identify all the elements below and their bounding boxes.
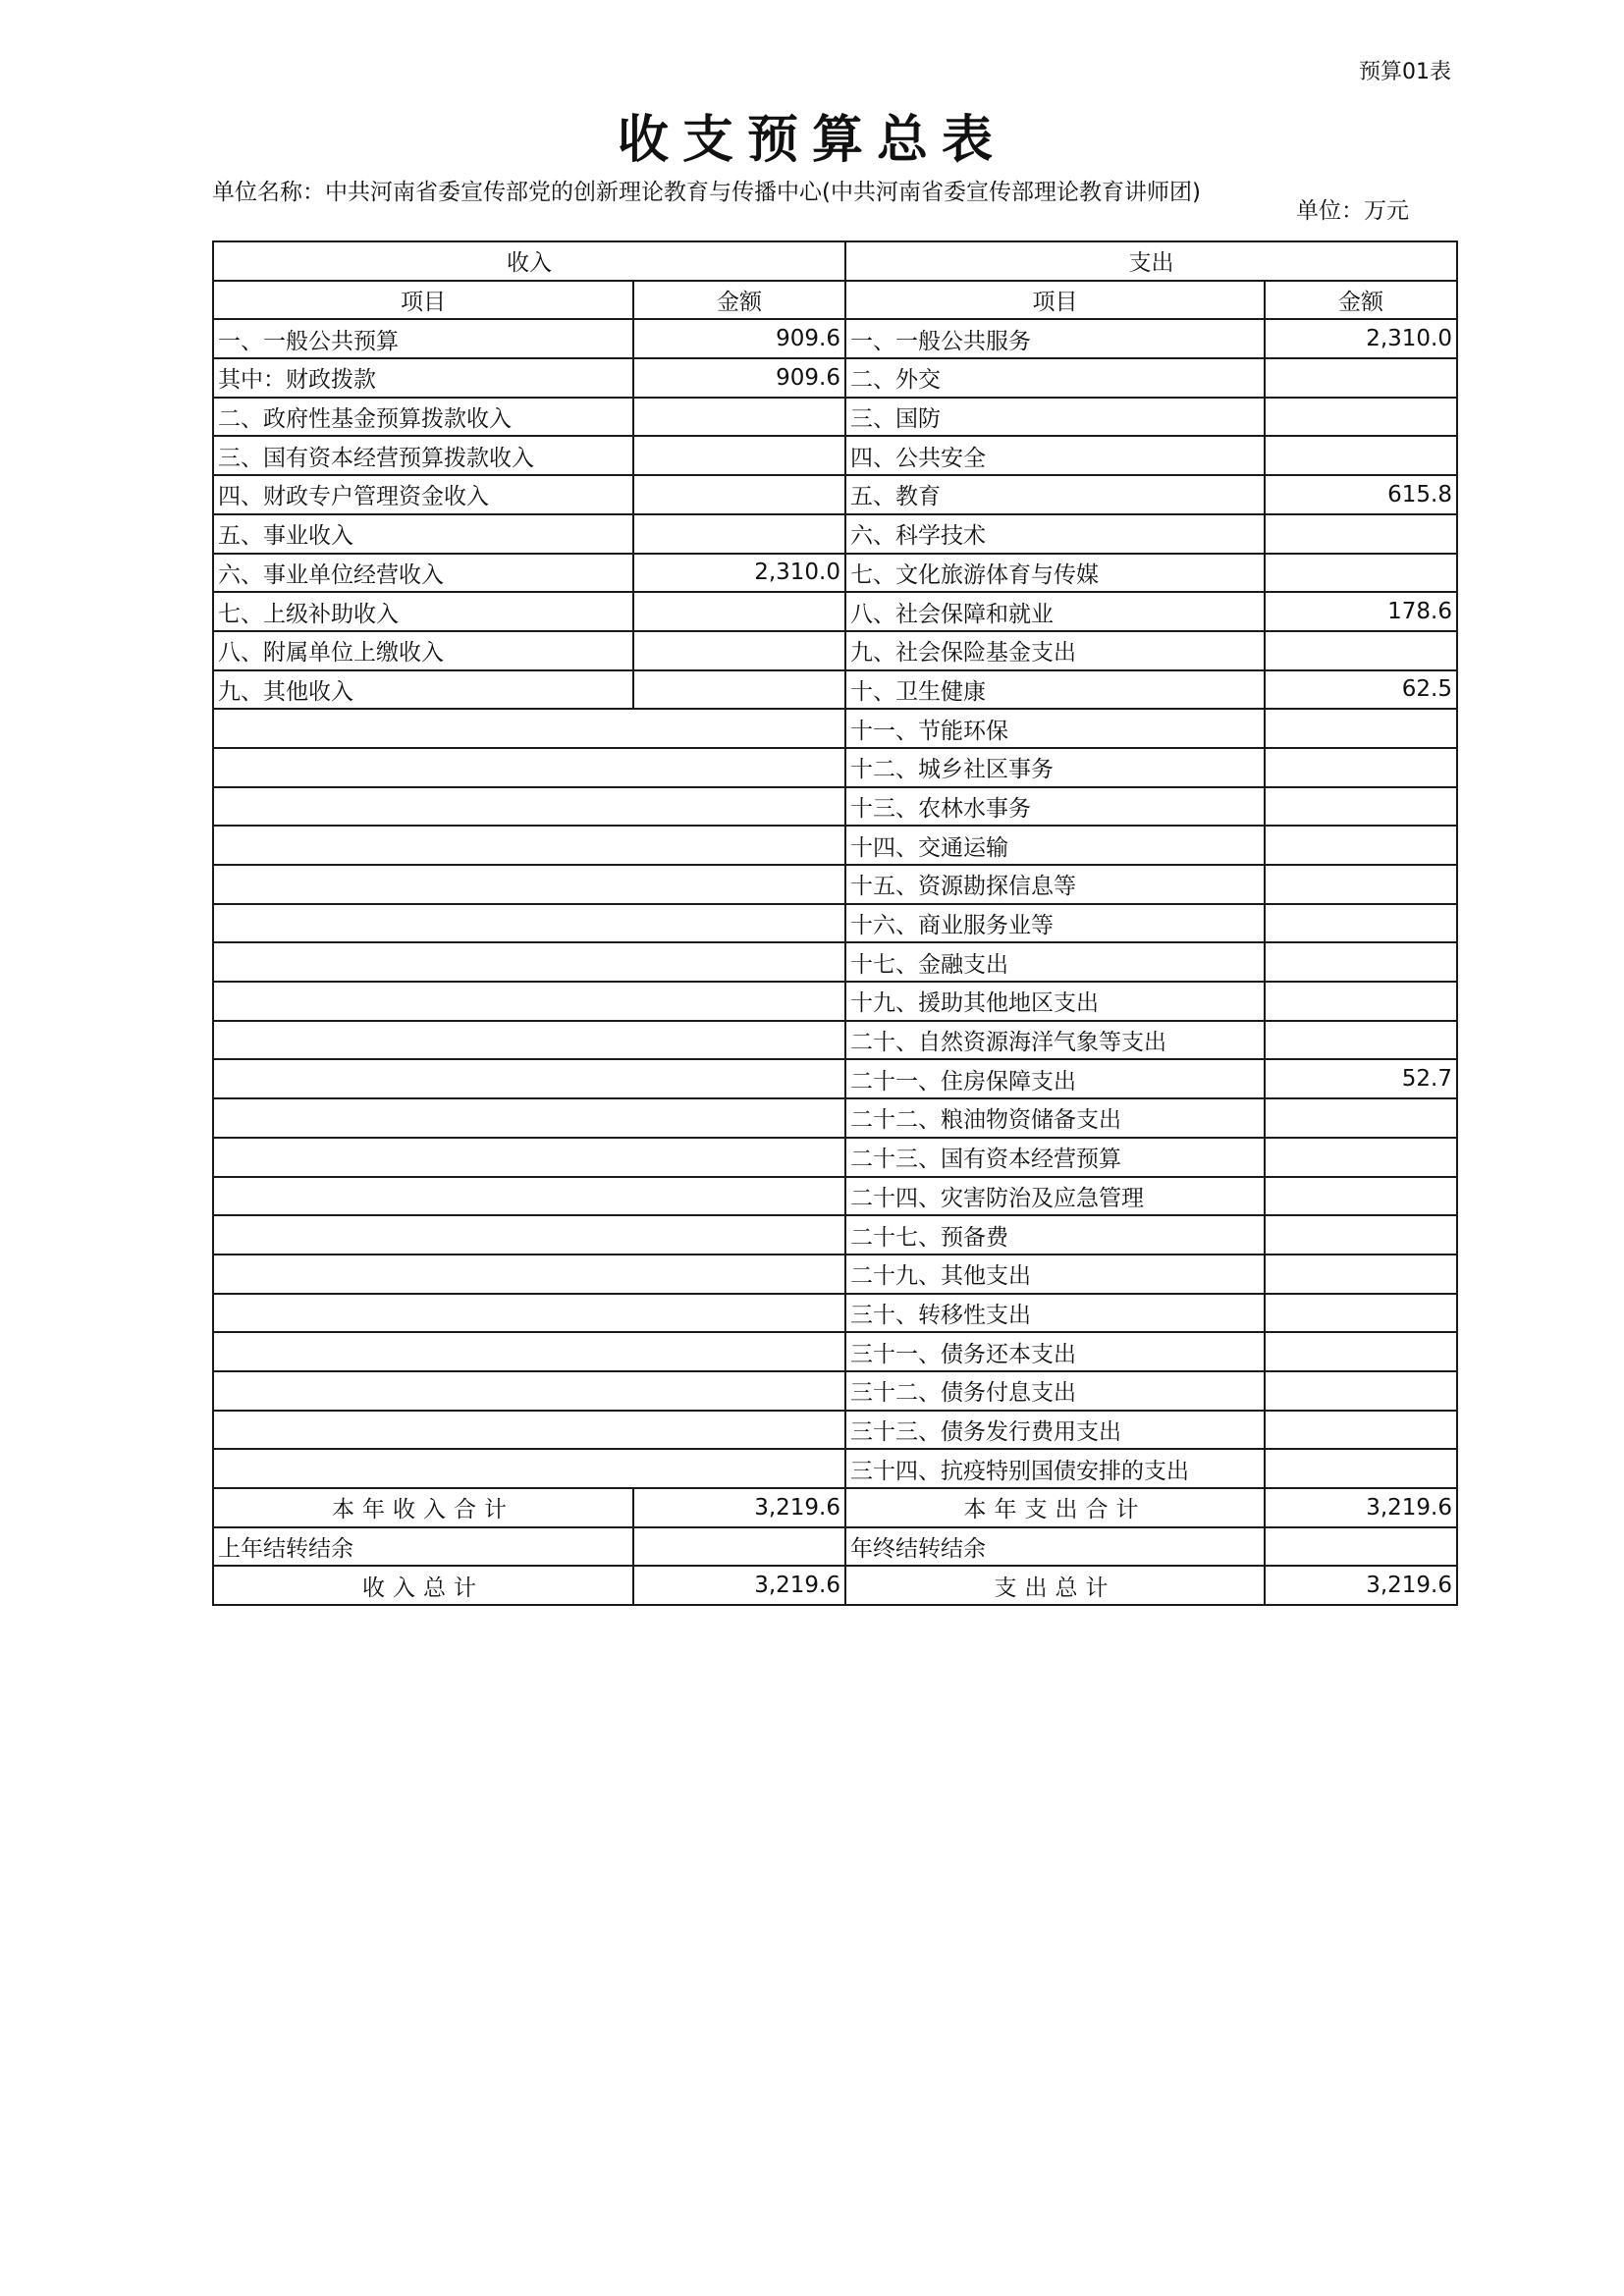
table-row [213,1021,1457,1060]
expense-amount [1265,1215,1457,1255]
table-row [213,1411,1457,1450]
income-empty-cell [213,787,845,827]
expense-amount [1265,1177,1457,1216]
income-amount [633,475,845,514]
expense-amount [1265,904,1457,943]
expense-item: 二、外交 [845,358,1265,398]
expense-item: 六、科学技术 [845,514,1265,554]
expense-item: 八、社会保障和就业 [845,592,1265,631]
expense-amount [1265,826,1457,865]
table-row [213,475,1457,514]
expense-item: 三十一、债务还本支出 [845,1332,1265,1371]
table-row [213,826,1457,865]
expense-item: 十一、节能环保 [845,709,1265,748]
expense-item: 七、文化旅游体育与传媒 [845,554,1265,593]
income-amount: 2,310.0 [633,554,845,593]
expense-item: 十六、商业服务业等 [845,904,1265,943]
income-item: 六、事业单位经营收入 [213,554,633,593]
income-empty-cell [213,1294,845,1333]
expense-amount [1265,1371,1457,1411]
expense-item: 十七、金融支出 [845,942,1265,982]
income-amount [633,436,845,475]
unit-name: 单位名称：中共河南省委宣传部党的创新理论教育与传播中心(中共河南省委宣传部理论教育讲师团) [212,180,1201,205]
year-expense-amount: 3,219.6 [1265,1488,1457,1527]
income-empty-cell [213,982,845,1021]
form-id: 预算01表 [1359,60,1451,84]
table-row [213,1371,1457,1411]
expense-amount [1265,1021,1457,1060]
table-row [213,398,1457,437]
expense-amount [1265,1098,1457,1138]
end-balance-amount [1265,1527,1457,1567]
income-empty-cell [213,1215,845,1255]
expense-item: 一、一般公共服务 [845,319,1265,358]
expense-item: 四、公共安全 [845,436,1265,475]
table-row [213,1332,1457,1371]
table-row [213,1255,1457,1294]
expense-amount [1265,787,1457,827]
expense-item: 二十一、住房保障支出 [845,1059,1265,1098]
budget-table [212,240,1458,1606]
income-empty-cell [213,865,845,904]
expense-header: 支出 [845,241,1457,281]
year-expense-label: 本年支出合计 [845,1488,1265,1527]
expense-item: 三十三、债务发行费用支出 [845,1411,1265,1450]
expense-amount-header: 金额 [1265,281,1457,320]
income-empty-cell [213,1332,845,1371]
expense-item: 二十七、预备费 [845,1215,1265,1255]
expense-amount [1265,942,1457,982]
expense-item: 十二、城乡社区事务 [845,748,1265,787]
income-empty-cell [213,1098,845,1138]
expense-item: 十四、交通运输 [845,826,1265,865]
income-empty-cell [213,942,845,982]
expense-amount [1265,709,1457,748]
income-item: 七、上级补助收入 [213,592,633,631]
expense-amount [1265,436,1457,475]
expense-item: 二十、自然资源海洋气象等支出 [845,1021,1265,1060]
page-title: 收支预算总表 [617,111,1006,170]
expense-item: 二十二、粮油物资储备支出 [845,1098,1265,1138]
expense-item: 三十四、抗疫特别国债安排的支出 [845,1449,1265,1488]
balance-row [213,1527,1457,1567]
expense-item: 十五、资源勘探信息等 [845,865,1265,904]
table-row [213,865,1457,904]
expense-item: 十、卫生健康 [845,670,1265,710]
income-amount: 909.6 [633,319,845,358]
table-row [213,1059,1457,1098]
income-empty-cell [213,1371,845,1411]
column-header-row [213,281,1457,320]
table-row [213,709,1457,748]
end-balance-label: 年终结转结余 [845,1527,1265,1567]
expense-item: 五、教育 [845,475,1265,514]
table-row [213,670,1457,710]
income-item: 八、附属单位上缴收入 [213,631,633,670]
prev-balance-label: 上年结转结余 [213,1527,633,1567]
expense-item: 三十、转移性支出 [845,1294,1265,1333]
income-empty-cell [213,1177,845,1216]
table-row [213,436,1457,475]
year-income-amount: 3,219.6 [633,1488,845,1527]
year-total-row [213,1488,1457,1527]
expense-amount [1265,865,1457,904]
expense-item: 三、国防 [845,398,1265,437]
income-amount [633,670,845,710]
income-amount [633,631,845,670]
income-empty-cell [213,1059,845,1098]
income-empty-cell [213,1449,845,1488]
expense-amount [1265,1294,1457,1333]
table-row [213,904,1457,943]
expense-item: 三十二、债务付息支出 [845,1371,1265,1411]
expense-item: 二十四、灾害防治及应急管理 [845,1177,1265,1216]
expense-amount [1265,398,1457,437]
income-amount-header: 金额 [633,281,845,320]
expense-amount: 62.5 [1265,670,1457,710]
income-total-amount: 3,219.6 [633,1566,845,1605]
table-row [213,1215,1457,1255]
income-empty-cell [213,1255,845,1294]
expense-amount [1265,554,1457,593]
expense-amount: 178.6 [1265,592,1457,631]
income-amount [633,514,845,554]
expense-amount: 2,310.0 [1265,319,1457,358]
income-empty-cell [213,904,845,943]
table-row [213,1294,1457,1333]
expense-amount [1265,358,1457,398]
table-row [213,631,1457,670]
table-row [213,748,1457,787]
income-item: 二、政府性基金预算拨款收入 [213,398,633,437]
income-amount [633,592,845,631]
income-empty-cell [213,709,845,748]
grand-total-row [213,1566,1457,1605]
income-empty-cell [213,826,845,865]
expense-amount [1265,1255,1457,1294]
table-row [213,942,1457,982]
income-amount [633,398,845,437]
expense-item: 十九、援助其他地区支出 [845,982,1265,1021]
income-empty-cell [213,1411,845,1450]
income-item: 四、财政专户管理资金收入 [213,475,633,514]
expense-amount [1265,1332,1457,1371]
expense-amount [1265,748,1457,787]
expense-total-amount: 3,219.6 [1265,1566,1457,1605]
income-item: 三、国有资本经营预算拨款收入 [213,436,633,475]
expense-item: 九、社会保险基金支出 [845,631,1265,670]
expense-item: 二十九、其他支出 [845,1255,1265,1294]
income-total-label: 收入总计 [213,1566,633,1605]
unit-label: 单位：万元 [1296,198,1409,224]
income-amount: 909.6 [633,358,845,398]
expense-total-label: 支出总计 [845,1566,1265,1605]
prev-balance-amount [633,1527,845,1567]
table-row [213,1138,1457,1177]
expense-amount [1265,631,1457,670]
section-header-row [213,241,1457,281]
table-row [213,1449,1457,1488]
expense-amount: 615.8 [1265,475,1457,514]
expense-item: 二十三、国有资本经营预算 [845,1138,1265,1177]
expense-item: 十三、农林水事务 [845,787,1265,827]
income-empty-cell [213,748,845,787]
income-item: 一、一般公共预算 [213,319,633,358]
income-empty-cell [213,1021,845,1060]
table-row [213,592,1457,631]
table-row [213,554,1457,593]
expense-amount [1265,1138,1457,1177]
table-row [213,319,1457,358]
income-item: 九、其他收入 [213,670,633,710]
table-row [213,787,1457,827]
expense-item-header: 项目 [845,281,1265,320]
year-income-label: 本年收入合计 [213,1488,633,1527]
income-item: 其中：财政拨款 [213,358,633,398]
table-row [213,1177,1457,1216]
expense-amount [1265,982,1457,1021]
income-header: 收入 [213,241,845,281]
table-row [213,982,1457,1021]
income-item: 五、事业收入 [213,514,633,554]
table-row [213,514,1457,554]
income-empty-cell [213,1138,845,1177]
table-row [213,358,1457,398]
expense-amount [1265,514,1457,554]
income-item-header: 项目 [213,281,633,320]
expense-amount: 52.7 [1265,1059,1457,1098]
expense-amount [1265,1411,1457,1450]
table-row [213,1098,1457,1138]
expense-amount [1265,1449,1457,1488]
